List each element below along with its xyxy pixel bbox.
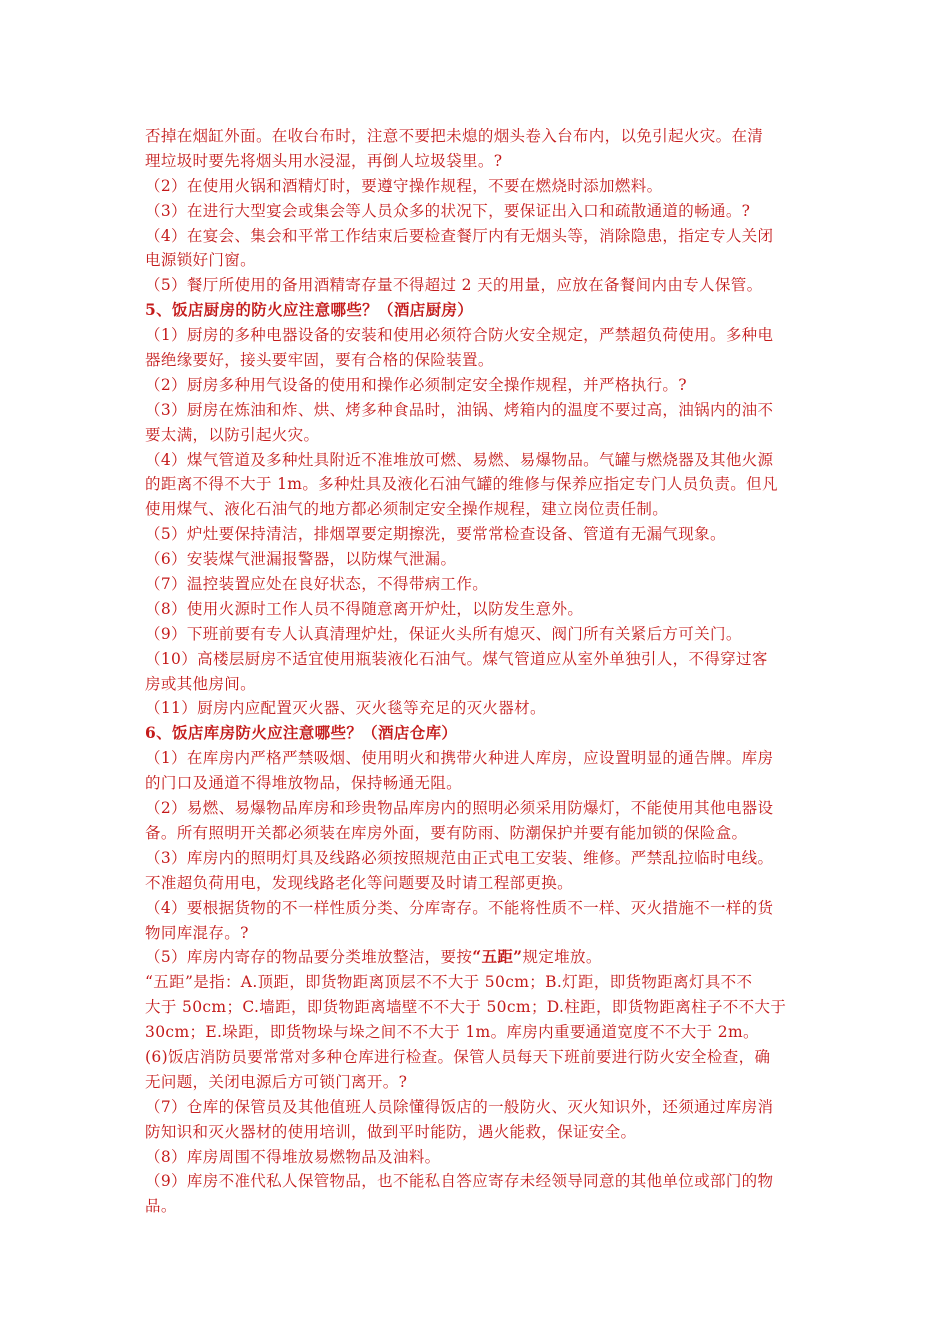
paragraph-line: 要太满，以防引起火灾。: [145, 425, 320, 444]
paragraph-line: “五距”是指：A.顶距，即货物距离顶层不不大于 50cm；B.灯距，即货物距离灯具不不: [145, 973, 753, 992]
list-item: （2）易燃、易爆物品库房和珍贵物品库房内的照明必须采用防爆灯，不能使用其他电器设: [145, 799, 774, 818]
list-item: （8）库房周围不得堆放易燃物品及油料。: [145, 1147, 441, 1166]
list-item: （5）餐厅所使用的备用酒精寄存量不得超过 2 天的用量，应放在备餐间内由专人保管。: [145, 276, 763, 295]
list-item: （4）煤气管道及多种灶具附近不准堆放可燃、易燃、易爆物品。气罐与燃烧器及其他火源: [145, 450, 774, 469]
list-item: （3）厨房在炼油和炸、烘、烤多种食品时，油锅、烤箱内的温度不要过高，油锅内的油不: [145, 400, 774, 419]
paragraph-line: 理垃圾时要先将烟头用水浸湿，再倒人垃圾袋里。?: [145, 151, 503, 170]
list-item: （3）在进行大型宴会或集会等人员众多的状况下，要保证出入口和疏散通道的畅通。?: [145, 201, 751, 220]
list-item: （2）在使用火锅和酒精灯时，要遵守操作规程，不要在燃烧时添加燃料。: [145, 176, 663, 195]
list-item: （4）在宴会、集会和平常工作结束后要检查餐厅内有无烟头等，消除隐患，指定专人关闭: [145, 226, 774, 245]
document-body: [145, 124, 807, 1219]
list-item: （11）厨房内应配置灭火器、灭火毯等充足的灭火器材。: [145, 699, 546, 718]
section-heading-warehouse: 6、饭店库房防火应注意哪些？（酒店仓库）: [145, 723, 458, 743]
list-item: （3）库房内的照明灯具及线路必须按照规范由正式电工安装、维修。严禁乱拉临时电线。: [145, 848, 774, 867]
paragraph-line: 物同库混存。?: [145, 923, 249, 942]
paragraph-line: 电源锁好门窗。: [145, 251, 256, 270]
list-item: （9）下班前要有专人认真清理炉灶，保证火头所有熄灭、阀门所有关紧后方可关门。: [145, 624, 742, 643]
paragraph-line: 否掉在烟缸外面。在收台布时，注意不要把未熄的烟头卷入台布内，以免引起火灾。在清: [145, 127, 764, 145]
list-item: (6)饭店消防员要常常对多种仓库进行检查。保管人员每天下班前要进行防火安全检查，确: [145, 1047, 771, 1066]
list-item: （4）要根据货物的不一样性质分类、分库寄存。不能将性质不一样、灭火措施不一样的货: [145, 898, 774, 917]
list-item: （1）在库房内严格严禁吸烟、使用明火和携带火种进人库房，应设置明显的通告牌。库房: [145, 749, 774, 768]
list-item: （5）炉灶要保持清洁，排烟罩要定期擦洗，要常常检查设备、管道有无漏气现象。: [145, 525, 726, 544]
list-item: （8）使用火源时工作人员不得随意离开炉灶，以防发生意外。: [145, 599, 584, 618]
paragraph-line: 使用煤气、液化石油气的地方都必须制定安全操作规程，建立岗位责任制。: [145, 500, 669, 519]
list-item: （2）厨房多种用气设备的使用和操作必须制定安全操作规程，并严格执行。?: [145, 375, 687, 394]
list-item: （7）仓库的保管员及其他值班人员除懂得饭店的一般防火、灭火知识外，还须通过库房消: [145, 1097, 774, 1116]
list-item-tail: 规定堆放。: [522, 948, 602, 967]
list-item-wuju: [145, 945, 807, 970]
list-item: （7）温控装置应处在良好状态，不得带病工作。: [145, 575, 489, 594]
list-item: （10）高楼层厨房不适宜使用瓶装液化石油气。煤气管道应从室外单独引人，不得穿过客: [145, 649, 768, 668]
emphasis-wuju: “五距”: [472, 947, 523, 967]
list-item: （9）库房不准代私人保管物品，也不能私自答应寄存未经领导同意的其他单位或部门的物: [145, 1172, 774, 1191]
section-heading-kitchen: 5、饭店厨房的防火应注意哪些？（酒店厨房）: [145, 300, 474, 320]
paragraph-line: 的距离不得不大于 1m。多种灶具及液化石油气罐的维修与保养应指定专门人员负责。但凡: [145, 475, 778, 494]
list-item: （1）厨房的多种电器设备的安装和使用必须符合防火安全规定，严禁超负荷使用。多种电: [145, 326, 774, 345]
paragraph-line: 无问题，关闭电源后方可锁门离开。?: [145, 1072, 408, 1091]
list-item: （6）安装煤气泄漏报警器，以防煤气泄漏。: [145, 550, 457, 569]
paragraph-line: 的门口及通道不得堆放物品，保持畅通无阻。: [145, 774, 463, 793]
paragraph-line: 大于 50cm；C.墙距，即货物距离墙壁不不大于 50cm；D.柱距，即货物距离柱子不不大于: [145, 998, 787, 1017]
list-item-text: （5）库房内寄存的物品要分类堆放整洁，要按: [145, 948, 473, 967]
paragraph-line: 品。: [145, 1197, 177, 1216]
paragraph-line: 器绝缘要好，接头要牢固，要有合格的保险装置。: [145, 351, 494, 370]
paragraph-line: 防知识和灭火器材的使用培训，做到平时能防，遇火能救，保证安全。: [145, 1122, 637, 1141]
paragraph-line: 房或其他房间。: [145, 674, 256, 693]
paragraph-line: 30cm；E.垛距，即货物垛与垛之间不不大于 1m。库房内重要通道宽度不不大于 2m。: [145, 1023, 759, 1042]
paragraph-line: 备。所有照明开关都必须装在库房外面，要有防雨、防潮保护并要有能加锁的保险盒。: [145, 823, 748, 842]
paragraph-line: 不准超负荷用电，发现线路老化等问题要及时请工程部更换。: [145, 873, 573, 892]
